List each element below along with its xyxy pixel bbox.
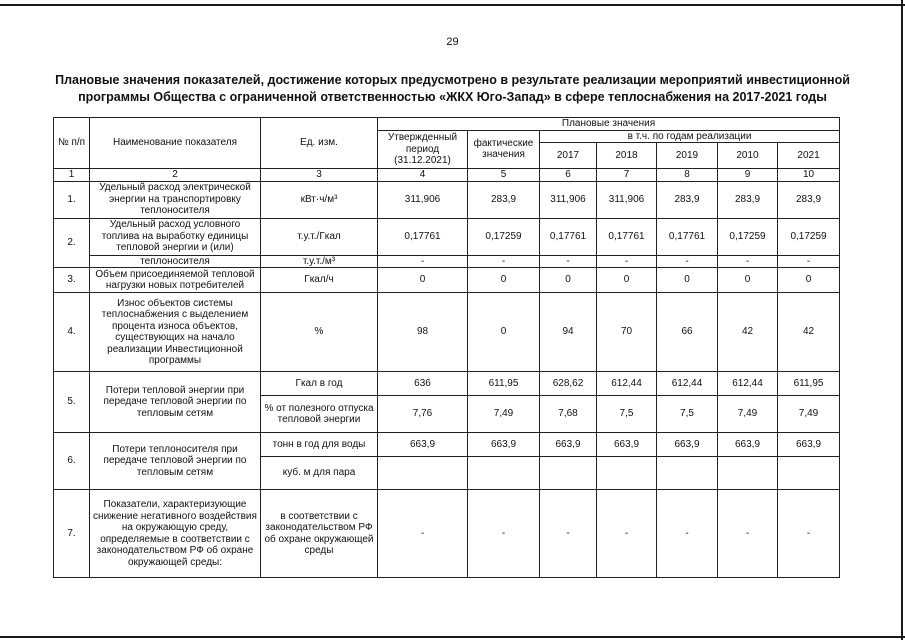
unit-cell: т.у.т./м³	[261, 255, 378, 268]
header-by-years: в т.ч. по годам реализации	[540, 130, 840, 143]
unit-cell: тонн в год для воды	[261, 433, 378, 457]
row-number: 3.	[54, 268, 90, 293]
row-number: 1.	[54, 181, 90, 218]
value-cell: 0,17761	[657, 218, 718, 255]
header-year: 2019	[657, 143, 718, 169]
table-row	[54, 372, 840, 396]
value-cell: 283,9	[468, 181, 540, 218]
table-row	[54, 255, 840, 268]
header-year: 2021	[778, 143, 840, 169]
value-cell: 98	[378, 293, 468, 372]
indicator-name: Потери теплоносителя при передаче тепловой энергии по тепловым сетям	[90, 433, 261, 490]
value-cell: 612,44	[597, 372, 657, 396]
value-cell	[468, 457, 540, 490]
value-cell: 311,906	[378, 181, 468, 218]
value-cell: 0,17259	[778, 218, 840, 255]
value-cell	[657, 457, 718, 490]
value-cell: 0,17761	[378, 218, 468, 255]
table-row	[54, 218, 840, 255]
indicator-name: Потери тепловой энергии при передаче тепловой энергии по тепловым сетям	[90, 372, 261, 433]
col-number: 3	[261, 169, 378, 182]
header-year: 2017	[540, 143, 597, 169]
row-number: 7.	[54, 490, 90, 578]
value-cell: 663,9	[378, 433, 468, 457]
value-cell: -	[657, 255, 718, 268]
value-cell	[540, 457, 597, 490]
header-approved: Утвержденный период (31.12.2021)	[378, 130, 468, 169]
row-number: 2.	[54, 218, 90, 268]
value-cell: 0,17259	[718, 218, 778, 255]
header-year: 2010	[718, 143, 778, 169]
value-cell: 0	[468, 293, 540, 372]
row-number: 4.	[54, 293, 90, 372]
header-name: Наименование показателя	[90, 118, 261, 169]
indicator-name: Объем присоединяемой тепловой нагрузки новых потребителей	[90, 268, 261, 293]
unit-cell: куб. м для пара	[261, 457, 378, 490]
row-number: 5.	[54, 372, 90, 433]
unit-cell: Гкал/ч	[261, 268, 378, 293]
col-number: 5	[468, 169, 540, 182]
value-cell: 0	[378, 268, 468, 293]
value-cell: 42	[778, 293, 840, 372]
unit-cell: т.у.т./Гкал	[261, 218, 378, 255]
value-cell: -	[540, 490, 597, 578]
indicator-name: теплоносителя	[90, 255, 261, 268]
indicator-name: Износ объектов системы теплоснабжения с выделением процента износа объектов, существующих на начало реализации Инвестиционной программы	[90, 293, 261, 372]
value-cell: 311,906	[540, 181, 597, 218]
value-cell: 0	[657, 268, 718, 293]
value-cell: -	[468, 490, 540, 578]
indicators-table	[53, 117, 840, 578]
value-cell: 70	[597, 293, 657, 372]
title-line-2: программы Общества с ограниченной ответственностью «ЖКХ Юго-Запад» в сфере теплоснабжения на 2017-2021 годы	[78, 90, 827, 104]
value-cell: -	[718, 255, 778, 268]
value-cell: 0,17761	[597, 218, 657, 255]
unit-cell: кВт·ч/м³	[261, 181, 378, 218]
indicator-name: Удельный расход условного топлива на выработку единицы тепловой энергии и (или)	[90, 218, 261, 255]
value-cell: -	[778, 490, 840, 578]
value-cell: 0	[540, 268, 597, 293]
value-cell: 636	[378, 372, 468, 396]
table-row	[54, 433, 840, 457]
indicator-name: Показатели, характеризующие снижение негативного воздействия на окружающую среду, определяемые в соответствии с законодательством РФ об охране окружающей среды:	[90, 490, 261, 578]
title-line-1: Плановые значения показателей, достижение которых предусмотрено в результате реализации мероприятий инвестиционной	[55, 73, 850, 87]
col-number: 2	[90, 169, 261, 182]
page-number: 29	[446, 36, 459, 48]
value-cell: 66	[657, 293, 718, 372]
value-cell: 663,9	[778, 433, 840, 457]
value-cell: 628,62	[540, 372, 597, 396]
value-cell: -	[597, 490, 657, 578]
header-plan: Плановые значения	[378, 118, 840, 131]
col-number: 8	[657, 169, 718, 182]
value-cell: 7,49	[778, 396, 840, 433]
row-number: 6.	[54, 433, 90, 490]
value-cell: -	[597, 255, 657, 268]
value-cell: 311,906	[597, 181, 657, 218]
document-title	[40, 72, 865, 106]
table-row	[54, 268, 840, 293]
bottom-border-line	[0, 636, 905, 638]
header-year: 2018	[597, 143, 657, 169]
value-cell: 283,9	[657, 181, 718, 218]
value-cell: -	[718, 490, 778, 578]
value-cell: 7,5	[657, 396, 718, 433]
table-row	[54, 293, 840, 372]
header-actual: фактические значения	[468, 130, 540, 169]
table-row	[54, 490, 840, 578]
value-cell: 663,9	[540, 433, 597, 457]
value-cell: 0,17259	[468, 218, 540, 255]
value-cell: 663,9	[657, 433, 718, 457]
value-cell: 7,5	[597, 396, 657, 433]
value-cell: -	[378, 255, 468, 268]
value-cell: 283,9	[778, 181, 840, 218]
value-cell: 7,49	[468, 396, 540, 433]
value-cell: -	[378, 490, 468, 578]
unit-cell: %	[261, 293, 378, 372]
value-cell	[778, 457, 840, 490]
unit-cell: в соответствии с законодательством РФ об охране окружающей среды	[261, 490, 378, 578]
value-cell: 283,9	[718, 181, 778, 218]
col-number: 6	[540, 169, 597, 182]
value-cell: 0	[468, 268, 540, 293]
value-cell: -	[468, 255, 540, 268]
unit-cell: Гкал в год	[261, 372, 378, 396]
value-cell: 0	[718, 268, 778, 293]
value-cell: 7,76	[378, 396, 468, 433]
value-cell: -	[657, 490, 718, 578]
value-cell: 663,9	[718, 433, 778, 457]
value-cell	[718, 457, 778, 490]
value-cell: 42	[718, 293, 778, 372]
value-cell	[597, 457, 657, 490]
value-cell: 611,95	[778, 372, 840, 396]
value-cell: 94	[540, 293, 597, 372]
value-cell: 0	[597, 268, 657, 293]
header-unit: Ед. изм.	[261, 118, 378, 169]
indicator-name: Удельный расход электрической энергии на транспортировку теплоносителя	[90, 181, 261, 218]
value-cell: -	[778, 255, 840, 268]
col-number: 1	[54, 169, 90, 182]
right-border-line	[901, 0, 903, 640]
value-cell: -	[540, 255, 597, 268]
value-cell: 612,44	[657, 372, 718, 396]
unit-cell: % от полезного отпуска тепловой энергии	[261, 396, 378, 433]
value-cell: 0,17761	[540, 218, 597, 255]
col-number: 10	[778, 169, 840, 182]
value-cell: 0	[778, 268, 840, 293]
value-cell: 612,44	[718, 372, 778, 396]
value-cell	[378, 457, 468, 490]
col-number: 4	[378, 169, 468, 182]
value-cell: 7,49	[718, 396, 778, 433]
col-number: 9	[718, 169, 778, 182]
value-cell: 663,9	[468, 433, 540, 457]
value-cell: 611,95	[468, 372, 540, 396]
top-border-line	[0, 4, 905, 6]
col-number: 7	[597, 169, 657, 182]
header-num: № п/п	[54, 118, 90, 169]
value-cell: 7,68	[540, 396, 597, 433]
table-row	[54, 181, 840, 218]
value-cell: 663,9	[597, 433, 657, 457]
